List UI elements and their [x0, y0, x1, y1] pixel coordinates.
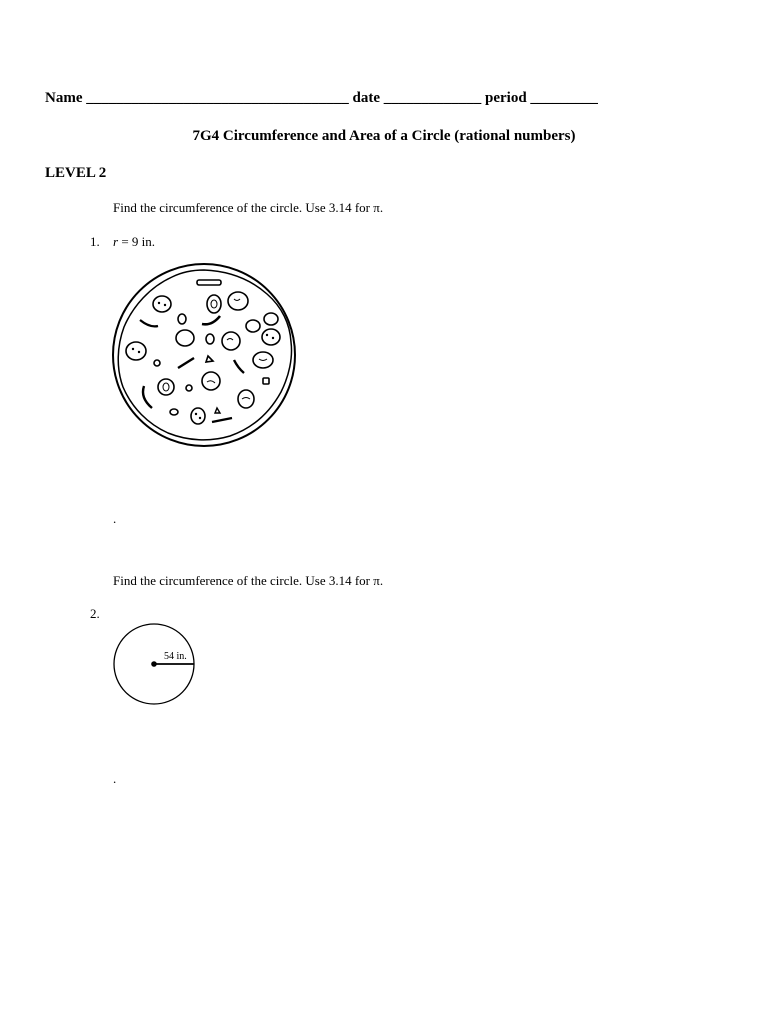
question-1-given	[113, 234, 155, 250]
date-label: date	[352, 90, 380, 106]
level-heading: LEVEL 2	[45, 165, 107, 181]
period-label: period	[485, 90, 527, 106]
question-1-answer-marker: .	[113, 511, 117, 526]
question-1-number: 1.	[90, 234, 100, 249]
pizza-figure	[110, 262, 300, 452]
question-2-number: 2.	[90, 606, 100, 621]
name-label: Name	[45, 90, 83, 106]
radius-variable: r	[113, 234, 119, 249]
radius-value: = 9 in.	[118, 234, 156, 249]
radius-label: 54 in.	[164, 651, 187, 662]
question-1-instruction: Find the circumference of the circle. Use 3.14 for π.	[113, 200, 384, 215]
header-line	[45, 90, 598, 107]
worksheet-title: 7G4 Circumference and Area of a Circle (rational numbers)	[192, 128, 576, 144]
date-blank: _____________	[383, 90, 482, 106]
name-blank: ___________________________________	[86, 90, 349, 106]
circle-figure	[110, 622, 200, 708]
question-2-answer-marker: .	[113, 771, 117, 786]
period-blank: _________	[530, 90, 598, 106]
question-2-instruction: Find the circumference of the circle. Use 3.14 for π.	[113, 573, 384, 588]
